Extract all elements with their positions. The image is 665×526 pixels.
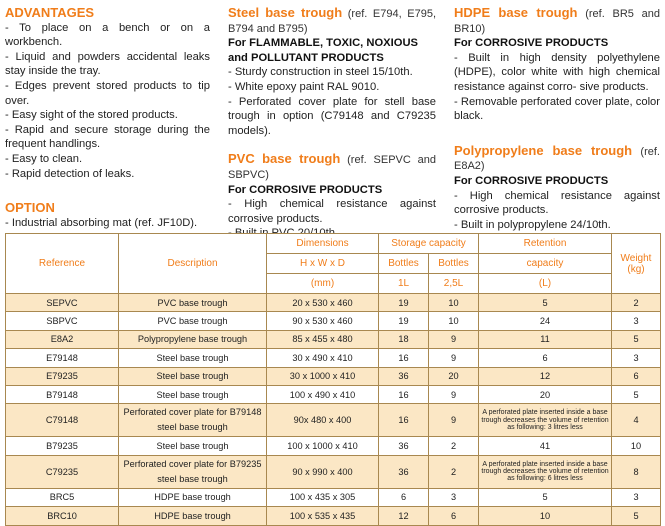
cell-retention: 12 [479, 367, 612, 385]
hdpe-pp-section [454, 6, 660, 232]
cell-reference: C79235 [6, 455, 119, 488]
pvc-heading [228, 152, 436, 182]
pp-title: Polypropylene base trough [454, 142, 633, 158]
cell-dimensions: 100 x 490 x 410 [267, 385, 379, 403]
header-retention: Retention [479, 234, 612, 254]
advantage-item: - Easy to clean. [5, 152, 83, 165]
table-row [6, 385, 661, 403]
cell-description-line: Perforated cover plate for B79235 [123, 458, 262, 469]
table-row [6, 488, 661, 506]
cell-retention: 10 [479, 507, 612, 525]
header-dimensions-unit: (mm) [267, 274, 379, 294]
cell-bottles-1l: 16 [379, 349, 429, 367]
pvc-subtitle: For CORROSIVE PRODUCTS [228, 183, 383, 196]
header-dimensions-formula: H x W x D [267, 254, 379, 274]
header-bottles-1l: 1L [379, 274, 429, 294]
cell-bottles-1l: 36 [379, 367, 429, 385]
cell-description: HDPE base trough [119, 507, 267, 525]
cell-bottles-1l: 19 [379, 294, 429, 312]
cell-weight: 8 [612, 455, 661, 488]
steel-item: - White epoxy paint RAL 9010. [228, 80, 380, 93]
cell-description [119, 404, 267, 437]
cell-reference: E79148 [6, 349, 119, 367]
hdpe-title: HDPE base trough [454, 5, 578, 20]
cell-bottles-25l: 9 [429, 349, 479, 367]
steel-heading [228, 6, 436, 36]
cell-retention: 5 [479, 488, 612, 506]
cell-dimensions: 20 x 530 x 460 [267, 294, 379, 312]
header-weight [612, 234, 661, 294]
cell-weight: 5 [612, 385, 661, 403]
cell-reference: C79148 [6, 404, 119, 437]
advantage-item: - Easy sight of the stored products. [5, 109, 178, 122]
header-bottles-25l: 2,5L [429, 274, 479, 294]
cell-description: PVC base trough [119, 312, 267, 330]
steel-title: Steel base trough [228, 5, 343, 20]
spec-table-body [6, 294, 661, 526]
steel-item: - Sturdy construction in steel 15/10th. [228, 66, 413, 79]
header-weight-unit: (kg) [627, 263, 645, 275]
cell-reference: SBPVC [6, 312, 119, 330]
cell-reference: E8A2 [6, 330, 119, 348]
cell-bottles-25l: 2 [429, 437, 479, 455]
cell-retention-note: A perforated plate inserted inside a base trough decreases the volume of retention as following: 3 litres less [479, 404, 612, 437]
advantages-section [5, 6, 210, 230]
cell-retention: 6 [479, 349, 612, 367]
pvc-item: - High chemical resistance against corrosive products. [228, 198, 436, 225]
cell-bottles-1l: 18 [379, 330, 429, 348]
cell-retention: 20 [479, 385, 612, 403]
cell-weight: 6 [612, 367, 661, 385]
steel-subtitle: For FLAMMABLE, TOXIC, NOXIOUS and POLLUTANT PRODUCTS [228, 37, 418, 64]
cell-weight: 4 [612, 404, 661, 437]
cell-dimensions: 30 x 1000 x 410 [267, 367, 379, 385]
table-row [6, 349, 661, 367]
cell-dimensions: 100 x 535 x 435 [267, 507, 379, 525]
cell-bottles-25l: 9 [429, 385, 479, 403]
hdpe-item: - Built in high density polyethylene (HDPE), color white with high chemical resistance against corro- sive products. [454, 51, 660, 93]
cell-bottles-25l: 2 [429, 455, 479, 488]
hdpe-heading [454, 6, 660, 36]
header-bottles-1: Bottles [379, 254, 429, 274]
advantage-item: - Liquid and powders accidental leaks stay inside the tray. [5, 50, 210, 78]
table-row [6, 294, 661, 312]
cell-weight: 10 [612, 437, 661, 455]
cell-bottles-1l: 6 [379, 488, 429, 506]
cell-reference: BRC5 [6, 488, 119, 506]
cell-bottles-25l: 10 [429, 294, 479, 312]
steel-ref: (ref. E794, E795, B794 and B795) [228, 8, 437, 35]
cell-retention-note: A perforated plate inserted inside a base trough decreases the volume of retention as following: 6 litres less [479, 455, 612, 488]
header-retention-capacity: capacity [479, 254, 612, 274]
cell-weight: 3 [612, 488, 661, 506]
header-dimensions: Dimensions [267, 234, 379, 254]
steel-pvc-section [228, 6, 436, 241]
cell-description-line: steel base trough [157, 422, 228, 433]
cell-weight: 2 [612, 294, 661, 312]
cell-reference: B79148 [6, 385, 119, 403]
header-reference: Reference [6, 234, 119, 294]
hdpe-ref: (ref. BR5 and BR10) [454, 8, 660, 35]
pvc-title: PVC base trough [228, 151, 341, 167]
cell-bottles-1l: 12 [379, 507, 429, 525]
cell-bottles-1l: 16 [379, 385, 429, 403]
cell-dimensions: 90 x 530 x 460 [267, 312, 379, 330]
table-row [6, 507, 661, 525]
header-storage: Storage capacity [379, 234, 479, 254]
header-retention-unit: (L) [479, 274, 612, 294]
cell-description [119, 455, 267, 488]
pp-subtitle: For CORROSIVE PRODUCTS [454, 174, 609, 187]
option-item: - Industrial absorbing mat (ref. JF10D). [5, 216, 198, 229]
cell-retention: 11 [479, 330, 612, 348]
hdpe-subtitle: For CORROSIVE PRODUCTS [454, 37, 609, 50]
cell-dimensions: 100 x 1000 x 410 [267, 437, 379, 455]
cell-dimensions: 85 x 455 x 480 [267, 330, 379, 348]
advantage-item: - Rapid and secure storage during the frequent handlings. [5, 123, 210, 151]
cell-description-line: Perforated cover plate for B79148 [123, 407, 262, 418]
spec-table [5, 233, 661, 526]
table-row [6, 330, 661, 348]
cell-weight: 3 [612, 349, 661, 367]
option-title: OPTION [5, 200, 55, 216]
hdpe-item: - Removable perforated cover plate, color black. [454, 95, 660, 123]
table-row [6, 312, 661, 330]
advantage-item: - To place on a bench or on a workbench. [5, 21, 210, 49]
cell-retention: 41 [479, 437, 612, 455]
cell-dimensions: 100 x 435 x 305 [267, 488, 379, 506]
advantage-item: - Edges prevent stored products to tip over. [5, 79, 210, 107]
cell-reference: B79235 [6, 437, 119, 455]
cell-description: Polypropylene base trough [119, 330, 267, 348]
cell-bottles-1l: 16 [379, 404, 429, 437]
cell-description: Steel base trough [119, 367, 267, 385]
table-row [6, 437, 661, 455]
table-row [6, 455, 661, 488]
cell-retention: 5 [479, 294, 612, 312]
header-description: Description [119, 234, 267, 294]
cell-dimensions: 90 x 990 x 400 [267, 455, 379, 488]
cell-weight: 5 [612, 507, 661, 525]
cell-bottles-1l: 36 [379, 437, 429, 455]
advantage-item: - Rapid detection of leaks. [5, 167, 135, 180]
header-weight-label: Weight [620, 252, 652, 264]
pp-item: - Built in polypropylene 24/10th. [454, 218, 611, 231]
cell-retention: 24 [479, 312, 612, 330]
pp-ref: (ref. E8A2) [454, 145, 660, 173]
cell-weight: 5 [612, 330, 661, 348]
steel-item: - Perforated cover plate for stell base trough in option (C79148 and C79235 models). [228, 95, 436, 137]
cell-reference: E79235 [6, 367, 119, 385]
advantages-list [5, 21, 210, 182]
cell-bottles-25l: 9 [429, 404, 479, 437]
cell-description: Steel base trough [119, 349, 267, 367]
cell-bottles-1l: 19 [379, 312, 429, 330]
cell-weight: 3 [612, 312, 661, 330]
cell-description: HDPE base trough [119, 488, 267, 506]
cell-description: PVC base trough [119, 294, 267, 312]
table-row [6, 367, 661, 385]
cell-dimensions: 30 x 490 x 410 [267, 349, 379, 367]
cell-bottles-25l: 6 [429, 507, 479, 525]
cell-bottles-25l: 9 [429, 330, 479, 348]
cell-bottles-25l: 3 [429, 488, 479, 506]
cell-description: Steel base trough [119, 437, 267, 455]
table-row [6, 404, 661, 437]
cell-bottles-25l: 20 [429, 367, 479, 385]
pp-item: - High chemical resistance against corrosive products. [454, 189, 660, 217]
cell-bottles-25l: 10 [429, 312, 479, 330]
header-bottles-2: Bottles [429, 254, 479, 274]
pvc-ref: (ref. SEPVC and SBPVC) [228, 154, 436, 181]
pp-heading [454, 144, 660, 174]
cell-reference: SEPVC [6, 294, 119, 312]
advantages-title: ADVANTAGES [5, 5, 95, 20]
cell-bottles-1l: 36 [379, 455, 429, 488]
cell-description-line: steel base trough [157, 473, 228, 484]
spec-table-header [6, 234, 661, 294]
cell-dimensions: 90x 480 x 400 [267, 404, 379, 437]
cell-reference: BRC10 [6, 507, 119, 525]
cell-description: Steel base trough [119, 385, 267, 403]
